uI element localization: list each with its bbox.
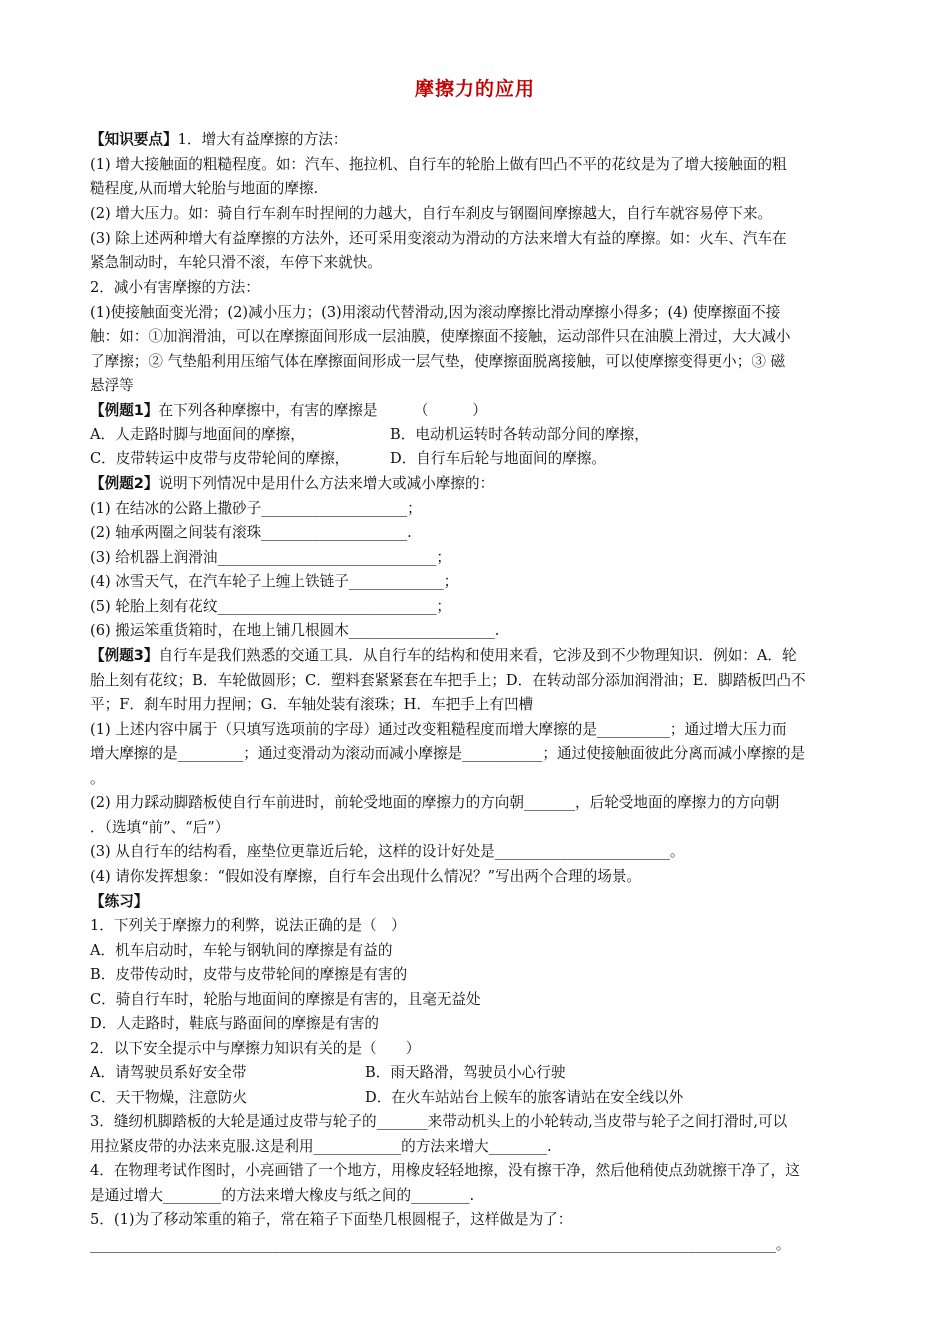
- text-line: [90, 1088, 910, 1108]
- line-text: (3) 除上述两种增大有益摩擦的方法外，还可采用变滚动为滑动的方法来增大有益的摩擦。如：火车、汽车在: [90, 230, 787, 247]
- text-line: [90, 720, 910, 740]
- text-line: [90, 179, 910, 199]
- line-text-column-2: 。: [775, 1236, 791, 1253]
- text-line: [90, 327, 910, 347]
- text-line: [90, 941, 910, 961]
- text-line: [90, 376, 910, 396]
- text-line: [90, 990, 910, 1010]
- line-text-column-2: D．自行车后轮与地面间的摩擦。: [390, 450, 607, 467]
- text-line: [90, 572, 910, 592]
- line-text: 说明下列情况中是用什么方法来增大或减小摩擦的：: [158, 475, 495, 492]
- line-text: 胎上刻有花纹；B．车轮做圆形；C．塑料套紧紧套在车把手上；D．在转动部分添加润滑油；E．脚踏板凹凸不: [90, 672, 806, 689]
- line-text: C．天干物燥，注意防火: [90, 1089, 248, 1106]
- line-text: 是通过增大________的方法来增大橡皮与纸之间的________.: [90, 1187, 475, 1204]
- line-text: (4) 冰雪天气，在汽车轮子上缠上铁链子_____________；: [90, 573, 459, 590]
- line-text: 平；F．刹车时用力捏闸；G．车轴处装有滚珠；H．车把手上有凹槽: [90, 696, 534, 713]
- text-line: [90, 965, 910, 985]
- text-line: [90, 1014, 910, 1034]
- line-text: A．机车启动时，车轮与钢轨间的摩擦是有益的: [90, 942, 393, 959]
- text-line: [90, 1210, 910, 1230]
- text-line: [90, 499, 910, 519]
- line-text: (2) 轴承两圈之间装有滚珠____________________.: [90, 524, 412, 541]
- line-text: (1) 增大接触面的粗糙程度。如：汽车、拖拉机、自行车的轮胎上做有凹凸不平的花纹是为了增大接触面的粗: [90, 156, 787, 173]
- line-text: 3．缝纫机脚踏板的大轮是通过皮带与轮子的_______来带动机头上的小轮转动,当皮带与轮子之间打滑时,可以: [90, 1113, 788, 1130]
- line-text: B．皮带传动时，皮带与皮带轮间的摩擦是有害的: [90, 966, 408, 983]
- section-label: 【例题2】: [90, 475, 159, 492]
- text-line: [90, 769, 910, 789]
- line-text: (1) 上述内容中属于（只填写选项前的字母）通过改变粗糙程度而增大摩擦的是__________；通过增大压力而: [90, 721, 787, 738]
- line-text: (5) 轮胎上刻有花纹______________________________；: [90, 598, 451, 615]
- line-text-column-2: B．电动机运转时各转动部分间的摩擦，: [390, 426, 649, 443]
- text-line: [90, 204, 910, 224]
- text-line: [90, 916, 910, 936]
- text-line: [90, 1161, 910, 1181]
- text-line: [90, 621, 910, 641]
- line-text: 。: [90, 770, 105, 787]
- text-line: [90, 425, 910, 445]
- line-text: A．请驾驶员系好安全带: [90, 1064, 247, 1081]
- line-text: A．人走路时脚与地面间的摩擦，: [90, 426, 305, 443]
- text-line: [90, 671, 910, 691]
- section-label: 【例题1】: [90, 402, 159, 419]
- line-text: 2．减小有害摩擦的方法：: [90, 279, 260, 296]
- text-line: [90, 744, 910, 764]
- line-text: 2．以下安全提示中与摩擦力知识有关的是（ ）: [90, 1040, 421, 1057]
- line-text-column-2: D．在火车站站台上候车的旅客请站在安全线以外: [365, 1089, 684, 1106]
- text-line: [90, 1063, 910, 1083]
- text-line: [90, 352, 910, 372]
- text-line: [90, 449, 910, 469]
- line-text: ．（选填“前”、“后”）: [90, 819, 230, 836]
- text-line: [90, 892, 910, 912]
- line-text: C．皮带转运中皮带与皮带轮间的摩擦，: [90, 450, 350, 467]
- page-title: 摩擦力的应用: [414, 78, 535, 100]
- text-line: [90, 1137, 910, 1157]
- line-text: 4．在物理考试作图时，小亮画错了一个地方，用橡皮轻轻地擦，没有擦干净，然后他稍使点劲就擦干净了，这: [90, 1162, 800, 1179]
- text-line: [90, 818, 910, 838]
- text-line: [90, 401, 910, 421]
- line-text: 糙程度,从而增大轮胎与地面的摩擦.: [90, 180, 319, 197]
- text-line: [90, 1235, 910, 1255]
- text-line: [90, 1112, 910, 1132]
- text-line: [90, 842, 910, 862]
- line-text: (2) 用力踩动脚踏板使自行车前进时，前轮受地面的摩擦力的方向朝_______，后轮受地面的摩擦力的方向朝: [90, 794, 780, 811]
- text-line: [90, 253, 910, 273]
- text-line: [90, 303, 910, 323]
- text-line: [90, 1039, 910, 1059]
- section-label: 【练习】: [90, 893, 149, 910]
- line-text: (3) 从自行车的结构看，座垫位更靠近后轮，这样的设计好处是________________________。: [90, 843, 685, 860]
- line-text: (4) 请你发挥想象：“假如没有摩擦，自行车会出现什么情况？”写出两个合理的场景。: [90, 868, 642, 885]
- line-text: D．人走路时，鞋底与路面间的摩擦是有害的: [90, 1015, 379, 1032]
- text-line: [90, 597, 910, 617]
- line-text: (3) 给机器上润滑油______________________________；: [90, 549, 451, 566]
- line-text: ______________________________________________________________________________________________: [90, 1236, 776, 1253]
- section-label: 【知识要点】: [90, 131, 178, 148]
- line-text: 1．下列关于摩擦力的利弊，说法正确的是（ ）: [90, 917, 406, 934]
- line-text: 在下列各种摩擦中，有害的摩擦是 （ ）: [158, 402, 487, 419]
- text-line: [90, 523, 910, 543]
- line-text: (6) 搬运笨重货箱时，在地上铺几根圆木____________________.: [90, 622, 500, 639]
- line-text: 用拉紧皮带的办法来克服.这是利用____________的方法来增大________.: [90, 1138, 552, 1155]
- text-line: [90, 646, 910, 666]
- text-line: [90, 867, 910, 887]
- line-text: 自行车是我们熟悉的交通工具．从自行车的结构和使用来看，它涉及到不少物理知识．例如：A．轮: [158, 647, 797, 664]
- line-text: 5．(1)为了移动笨重的箱子，常在箱子下面垫几根圆棍子，这样做是为了：: [90, 1211, 573, 1228]
- line-text: 了摩擦；② 气垫船利用压缩气体在摩擦面间形成一层气垫，使摩擦面脱离接触，可以使摩擦变得更小；③ 磁: [90, 353, 786, 370]
- text-line: [90, 1186, 910, 1206]
- line-text: 悬浮等: [90, 377, 134, 394]
- text-line: [90, 793, 910, 813]
- line-text: C．骑自行车时，轮胎与地面间的摩擦是有害的，且毫无益处: [90, 991, 481, 1008]
- text-line: [90, 229, 910, 249]
- line-text: 1．增大有益摩擦的方法：: [177, 131, 348, 148]
- section-label: 【例题3】: [90, 647, 159, 664]
- text-line: [90, 474, 910, 494]
- text-line: [90, 695, 910, 715]
- line-text: (1) 在结冰的公路上撒砂子____________________；: [90, 500, 422, 517]
- text-line: [90, 548, 910, 568]
- line-text: (1)使接触面变光滑；(2)减小压力；(3)用滚动代替滑动,因为滚动摩擦比滑动摩擦小得多；(4) 使摩擦面不接: [90, 304, 781, 321]
- text-line: [90, 130, 910, 150]
- text-line: [90, 155, 910, 175]
- line-text: (2) 增大压力。如：骑自行车刹车时捏闸的力越大，自行车刹皮与钢圈间摩擦越大，自行车就容易停下来。: [90, 205, 773, 222]
- line-text: 增大摩擦的是_________；通过变滑动为滚动而减小摩擦是___________；通过使接触面彼此分离而减小摩擦的是: [90, 745, 806, 762]
- line-text: 触：如：①加润滑油，可以在摩擦面间形成一层油膜，使摩擦面不接触，运动部件只在油膜上滑过，大大减小: [90, 328, 791, 345]
- line-text-column-2: B．雨天路滑，驾驶员小心行驶: [365, 1064, 566, 1081]
- line-text: 紧急制动时，车轮只滑不滚，车停下来就快。: [90, 254, 382, 271]
- text-line: [90, 278, 910, 298]
